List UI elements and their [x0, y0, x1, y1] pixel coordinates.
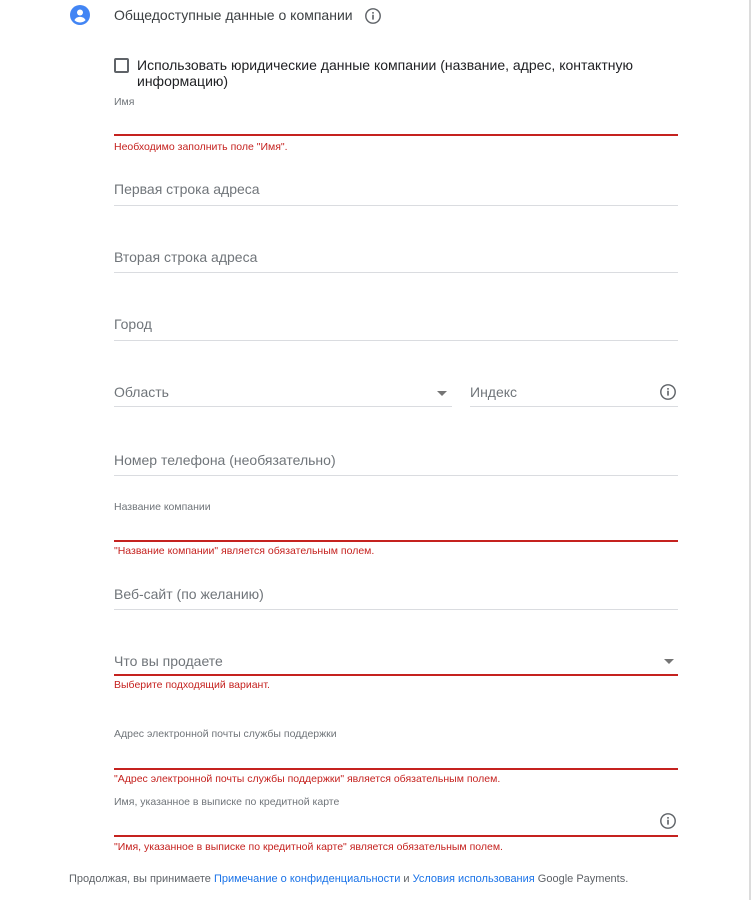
name-input[interactable] [114, 110, 678, 134]
footer-prefix: Продолжая, вы принимаете [69, 873, 211, 885]
privacy-notice-link[interactable]: Примечание о конфиденциальности [213, 873, 401, 885]
info-icon[interactable] [659, 812, 677, 830]
support-email-input[interactable] [114, 742, 678, 766]
address-line2-input[interactable]: Вторая строка адреса [114, 249, 258, 265]
statement-name-input[interactable] [114, 810, 654, 834]
name-label: Имя [114, 96, 135, 108]
postal-code-underline [470, 406, 678, 407]
statement-name-label: Имя, указанное в выписке по кредитной карте [114, 796, 340, 808]
website-input[interactable]: Веб-сайт (по желанию) [114, 586, 264, 602]
chevron-down-icon[interactable] [664, 659, 674, 664]
footer-and: и [403, 873, 410, 885]
use-legal-data-checkbox[interactable] [114, 58, 129, 73]
phone-input[interactable]: Номер телефона (необязательно) [114, 452, 336, 468]
statement-name-underline [114, 835, 678, 837]
company-name-input[interactable] [114, 515, 678, 539]
address-line1-underline [114, 205, 678, 206]
chevron-down-icon[interactable] [437, 391, 447, 396]
account-circle-icon [70, 5, 90, 25]
use-legal-data-label: Использовать юридические данные компании (название, адрес, контактную информацию) [137, 57, 633, 89]
website-underline [114, 609, 678, 610]
statement-name-error: "Имя, указанное в выписке по кредитной карте" является обязательным полем. [114, 841, 503, 853]
name-error: Необходимо заполнить поле "Имя". [114, 141, 288, 153]
info-icon[interactable] [659, 383, 677, 401]
info-icon[interactable] [364, 7, 382, 25]
city-input[interactable]: Город [114, 316, 152, 332]
terms-of-service-link[interactable]: Условия использования [412, 873, 535, 885]
company-name-label: Название компании [114, 501, 211, 513]
region-underline [114, 406, 452, 407]
section-title: Общедоступные данные о компании [114, 7, 353, 23]
city-underline [114, 340, 678, 341]
region-select[interactable]: Область [114, 384, 169, 400]
footer-terms [69, 873, 628, 885]
address-line1-input[interactable]: Первая строка адреса [114, 181, 260, 197]
support-email-label: Адрес электронной почты службы поддержки [114, 728, 337, 740]
what-you-sell-underline [114, 674, 678, 676]
phone-underline [114, 475, 678, 476]
postal-code-input[interactable]: Индекс [470, 384, 518, 400]
what-you-sell-select[interactable]: Что вы продаете [114, 653, 223, 669]
name-underline [114, 134, 678, 136]
what-you-sell-error: Выберите подходящий вариант. [114, 679, 270, 691]
company-name-error: "Название компании" является обязательным полем. [114, 545, 375, 557]
address-line2-underline [114, 272, 678, 273]
company-name-underline [114, 540, 678, 542]
support-email-error: "Адрес электронной почты службы поддержки" является обязательным полем. [114, 773, 501, 785]
footer-suffix: Google Payments. [537, 873, 629, 885]
support-email-underline [114, 768, 678, 770]
